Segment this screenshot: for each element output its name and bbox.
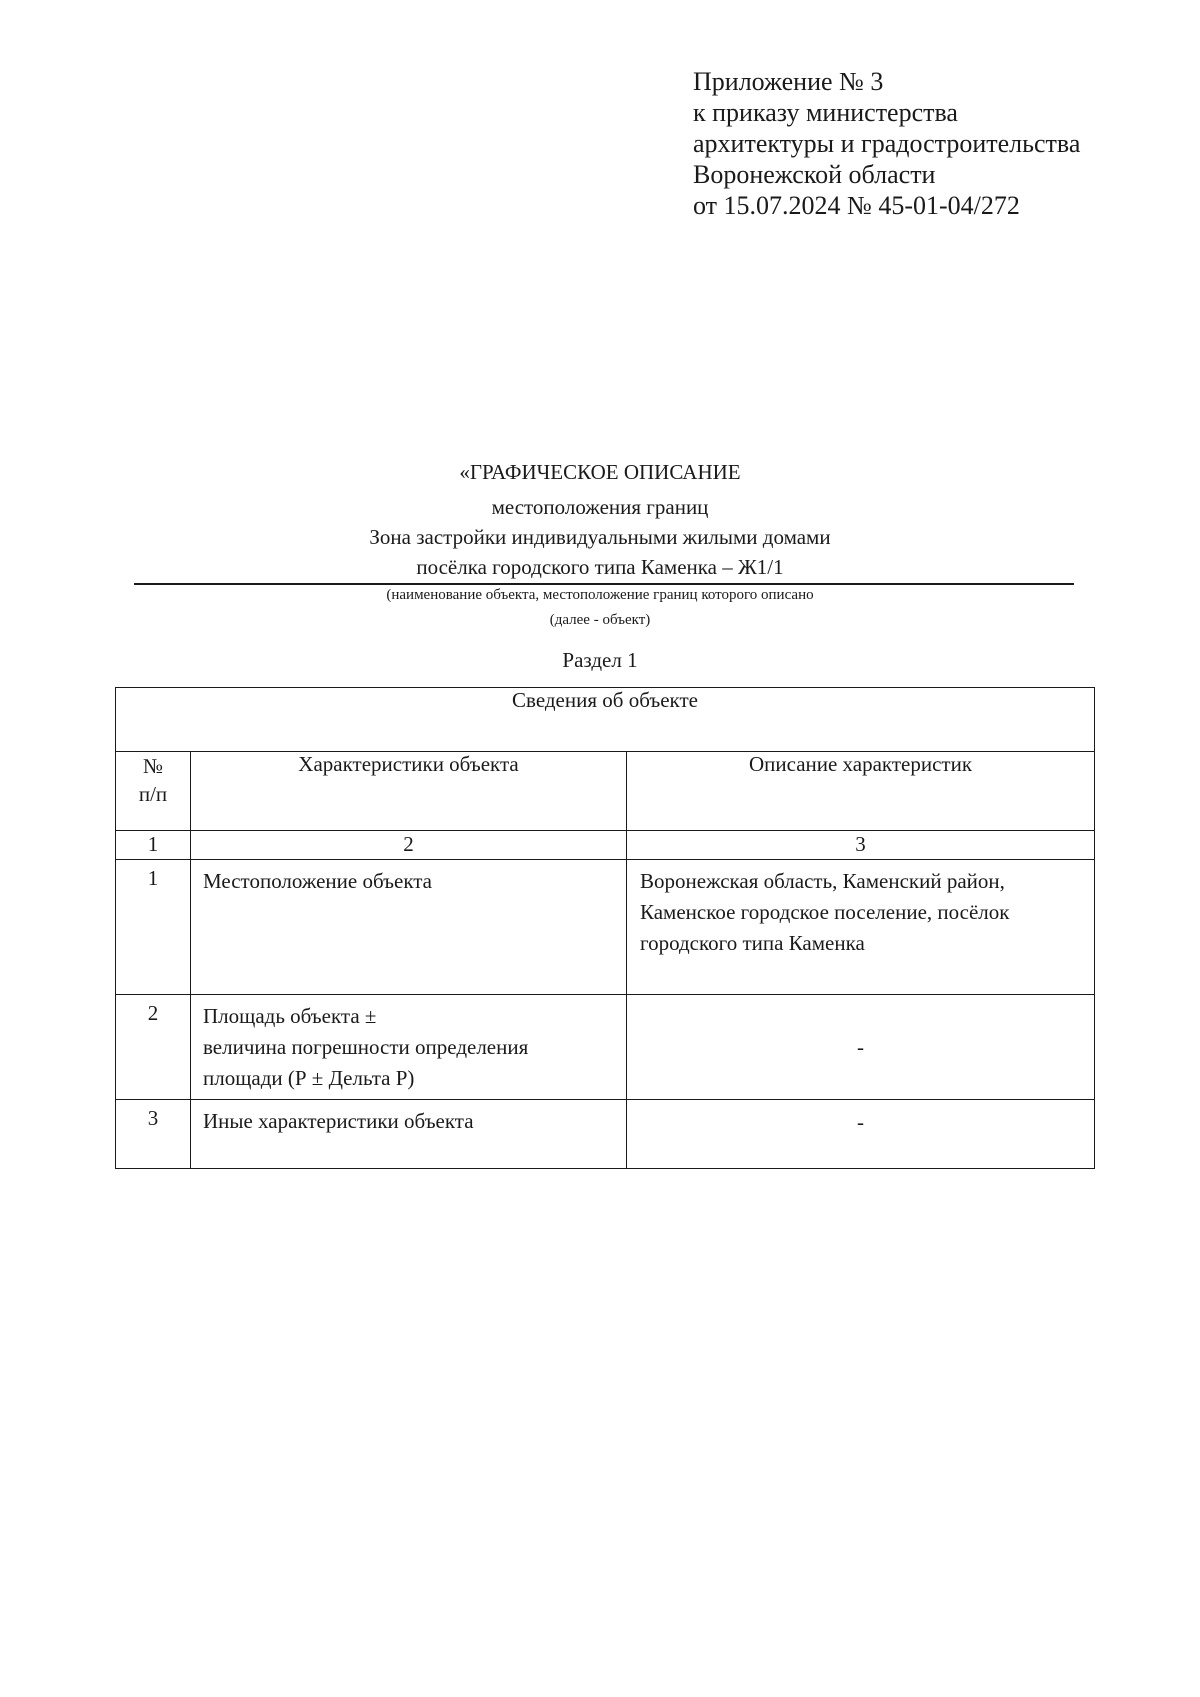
- table-row: [116, 860, 1095, 995]
- section-label: Раздел 1: [562, 648, 638, 672]
- underline-note: (наименование объекта, местоположение границ которого описано: [386, 587, 814, 603]
- appendix-line: к приказу министерства: [693, 98, 958, 127]
- row-description: [627, 860, 1095, 995]
- header-description: Описание характеристик: [627, 752, 1095, 831]
- table-row: [116, 995, 1095, 1100]
- header-num-symbol: №: [142, 754, 164, 778]
- row-number: 3: [116, 1100, 191, 1169]
- column-index: 3: [627, 831, 1095, 860]
- column-index: 2: [191, 831, 627, 860]
- row-number: 1: [116, 860, 191, 995]
- description-line: Каменское городское поселение, посёлок: [640, 900, 1010, 924]
- characteristic-line: Площадь объекта ±: [203, 1004, 377, 1028]
- header-characteristics: Характеристики объекта: [191, 752, 627, 831]
- row-description: -: [627, 1100, 1095, 1169]
- document-subtitle: местоположения границ: [491, 495, 709, 519]
- row-number: 2: [116, 995, 191, 1100]
- header-num: [116, 752, 191, 831]
- description-line: Воронежская область, Каменский район,: [640, 869, 1005, 893]
- appendix-line: от 15.07.2024 № 45-01-04/272: [693, 191, 1020, 220]
- table-caption-row: [116, 688, 1095, 752]
- row-characteristic: [191, 995, 627, 1100]
- characteristic-line: площади (Р ± Дельта Р): [203, 1066, 415, 1090]
- appendix-line: Приложение № 3: [693, 67, 884, 96]
- column-index: 1: [116, 831, 191, 860]
- row-characteristic: Иные характеристики объекта: [191, 1100, 627, 1169]
- appendix-line: Воронежской области: [693, 160, 936, 189]
- characteristic-line: величина погрешности определения: [203, 1035, 529, 1059]
- row-description: -: [627, 995, 1095, 1100]
- table-header-row: [116, 752, 1095, 831]
- row-characteristic: Местоположение объекта: [191, 860, 627, 995]
- object-name: Зона застройки индивидуальными жилыми домами: [369, 525, 831, 549]
- column-index-row: [116, 831, 1095, 860]
- underline-note: (далее - объект): [549, 612, 651, 628]
- document-title: «ГРАФИЧЕСКОЕ ОПИСАНИЕ: [459, 460, 741, 484]
- title-underline: [134, 583, 1074, 585]
- table-caption: Сведения об объекте: [116, 688, 1095, 752]
- appendix-block: [693, 66, 1080, 221]
- object-location: посёлка городского типа Каменка – Ж1/1: [416, 555, 784, 579]
- table-row: [116, 1100, 1095, 1169]
- object-info-table: [115, 687, 1095, 1169]
- appendix-line: архитектуры и градостроительства: [693, 129, 1081, 158]
- description-line: городского типа Каменка: [640, 931, 865, 955]
- header-num-abbr: п/п: [138, 782, 168, 806]
